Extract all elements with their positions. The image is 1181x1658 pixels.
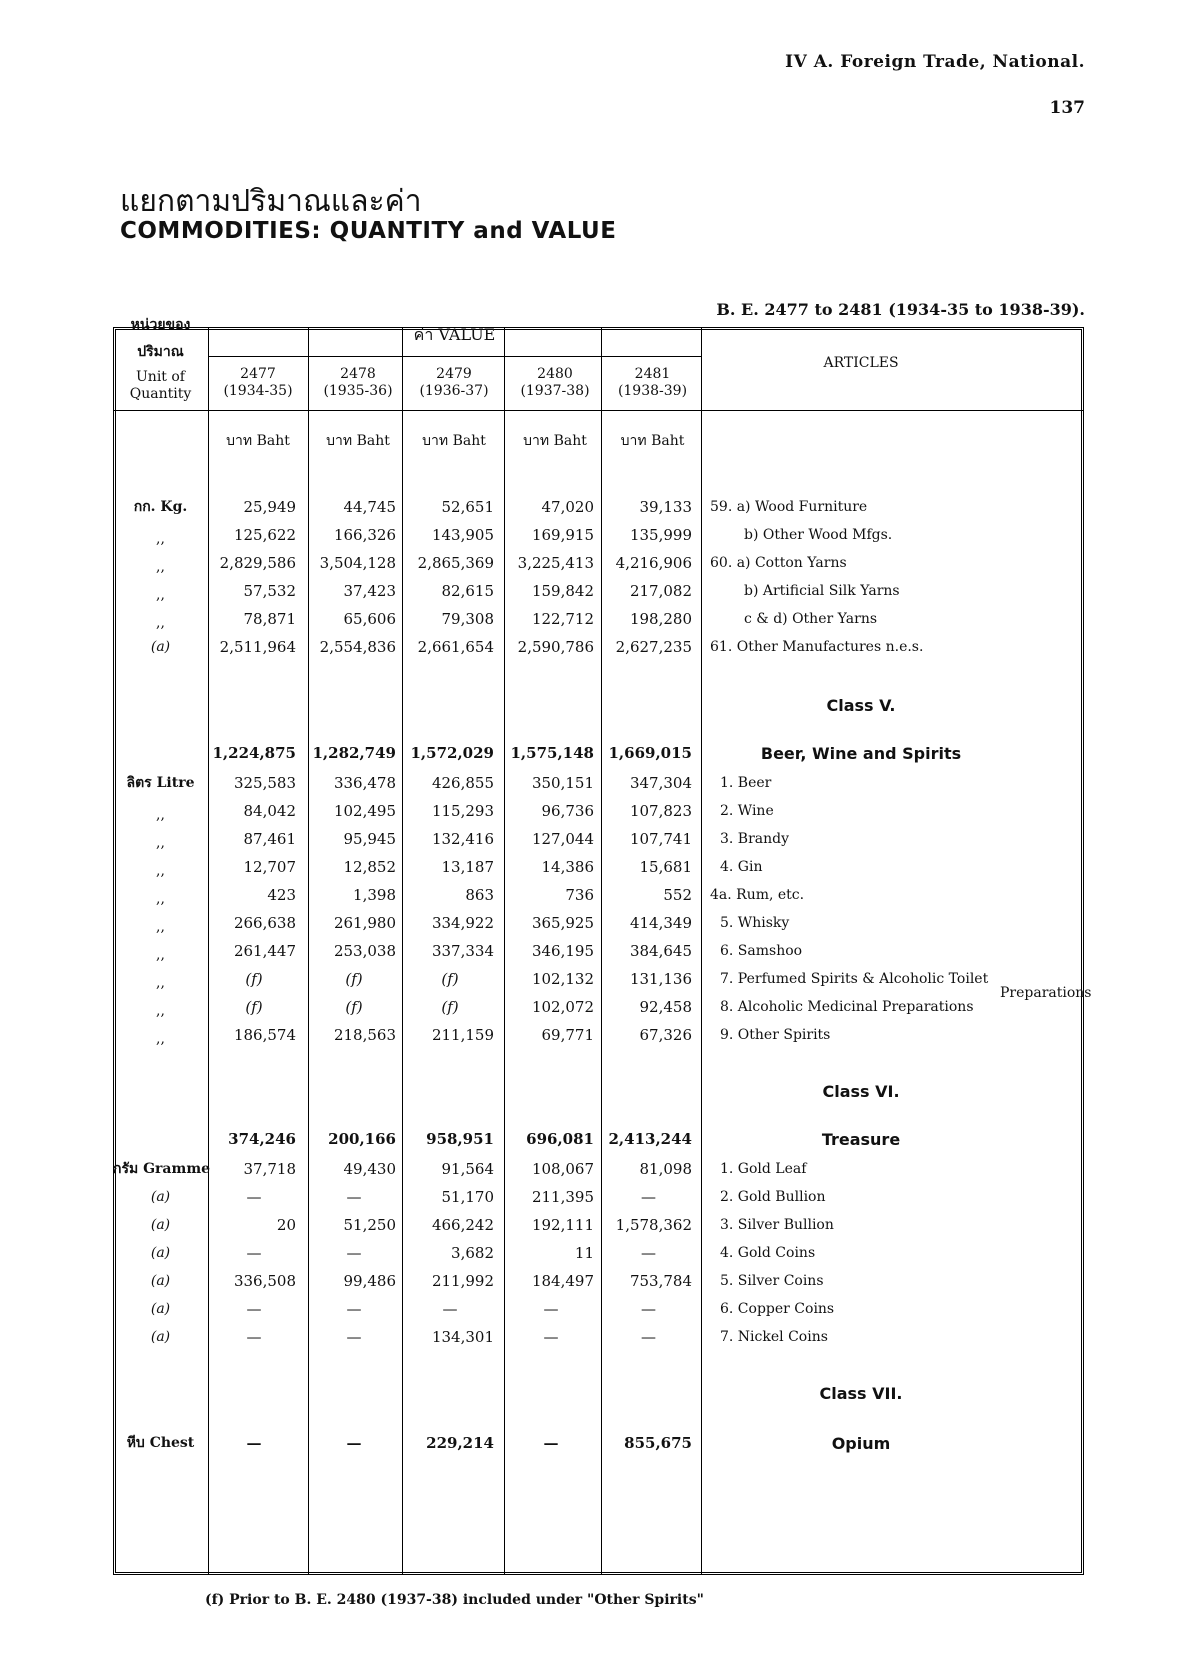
article-label: 1. Gold Leaf [720, 1161, 807, 1177]
total-cell: 1,572,029 [410, 744, 494, 762]
value-cell: 3,504,128 [319, 554, 396, 572]
value-cell: 51,170 [441, 1188, 494, 1206]
unit-cell: กรัม Gramme [113, 1161, 211, 1177]
value-cell: 198,280 [629, 610, 692, 628]
year-header: (1938-39) [617, 383, 688, 399]
article-label: 4. Gin [720, 859, 763, 875]
value-cell: 92,458 [639, 998, 692, 1016]
articles-header: ARTICLES [823, 355, 899, 371]
value-cell: 99,486 [343, 1272, 396, 1290]
value-cell: 2,554,836 [319, 638, 396, 656]
year-header: 2477 [240, 366, 276, 382]
value-cell: 67,326 [639, 1026, 692, 1044]
total-cell: 1,669,015 [608, 744, 692, 762]
value-cell: 325,583 [233, 774, 296, 792]
year-header: 2478 [340, 366, 376, 382]
unit-cell: ,, [156, 919, 165, 935]
value-cell: 95,945 [343, 830, 396, 848]
value-cell: 84,042 [243, 802, 296, 820]
value-cell: 1,578,362 [615, 1216, 692, 1234]
value-cell: 125,622 [233, 526, 296, 544]
unit-cell: ,, [156, 1031, 165, 1047]
page-title: COMMODITIES: QUANTITY and VALUE [120, 218, 617, 244]
unit-cell: ,, [156, 835, 165, 851]
article-label: 9. Other Spirits [720, 1027, 831, 1043]
value-cell: 39,133 [639, 498, 692, 516]
unit-cell: (a) [150, 1329, 171, 1345]
value-cell: (f) [441, 970, 459, 988]
total-cell: 855,675 [624, 1434, 692, 1452]
value-cell: 423 [267, 886, 296, 904]
article-label: c & d) Other Yarns [744, 611, 878, 627]
value-cell: 2,661,654 [417, 638, 494, 656]
value-cell: — [641, 1188, 656, 1206]
unit-cell: ,, [156, 1003, 165, 1019]
value-cell: 365,925 [531, 914, 594, 932]
article-label: 6. Samshoo [720, 943, 803, 959]
value-cell: — [246, 1328, 262, 1346]
value-cell: 78,871 [243, 610, 296, 628]
value-cell: 37,423 [343, 582, 396, 600]
group-heading: Treasure [821, 1130, 901, 1149]
thai-title: แยกตามปริมาณและค่า [120, 184, 422, 219]
value-cell: 3,225,413 [517, 554, 594, 572]
value-cell: — [442, 1300, 458, 1318]
total-cell: 229,214 [426, 1434, 494, 1452]
article-label: 4a. Rum, etc. [710, 887, 805, 903]
value-cell: 426,855 [431, 774, 494, 792]
value-cell: 127,044 [531, 830, 594, 848]
total-cell: 1,224,875 [212, 744, 296, 762]
value-cell: 211,992 [431, 1272, 494, 1290]
value-cell: 211,395 [531, 1188, 594, 1206]
value-cell: 253,038 [333, 942, 396, 960]
value-cell: 47,020 [541, 498, 594, 516]
total-cell: — [543, 1434, 559, 1452]
unit-cell: (a) [150, 1189, 171, 1205]
value-cell: 384,645 [629, 942, 692, 960]
article-label: b) Artificial Silk Yarns [744, 583, 900, 599]
value-cell: 107,741 [629, 830, 692, 848]
year-header: 2481 [634, 366, 671, 382]
unit-cell: ,, [156, 891, 165, 907]
value-cell: (f) [245, 998, 263, 1016]
value-cell: 96,736 [541, 802, 594, 820]
currency-label: บาท Baht [523, 433, 587, 449]
value-cell: 131,136 [629, 970, 692, 988]
value-cell: 69,771 [541, 1026, 594, 1044]
value-cell: 81,098 [639, 1160, 692, 1178]
value-cell: 11 [574, 1244, 594, 1262]
value-cell: 753,784 [629, 1272, 692, 1290]
value-cell: 20 [276, 1216, 296, 1234]
value-cell: 79,308 [441, 610, 494, 628]
class-heading: Class VII. [819, 1384, 903, 1403]
article-label: 4. Gold Coins [720, 1245, 816, 1261]
value-cell: (f) [345, 998, 363, 1016]
value-cell: 736 [565, 886, 594, 904]
unit-cell: (a) [150, 1217, 171, 1233]
value-cell: 2,590,786 [517, 638, 594, 656]
total-cell: 374,246 [228, 1130, 296, 1148]
value-cell: 51,250 [343, 1216, 396, 1234]
value-cell: — [346, 1328, 362, 1346]
section-heading: IV A. Foreign Trade, National. [785, 52, 1085, 72]
currency-label: บาท Baht [620, 433, 685, 449]
value-cell: 91,564 [441, 1160, 494, 1178]
value-cell: 87,461 [243, 830, 296, 848]
value-cell: 115,293 [431, 802, 494, 820]
value-cell: 336,478 [333, 774, 396, 792]
value-cell: 12,852 [343, 858, 396, 876]
year-header: (1936-37) [419, 383, 489, 399]
value-cell: 108,067 [531, 1160, 594, 1178]
class-heading: Class VI. [822, 1082, 900, 1101]
unit-cell: ,, [156, 615, 165, 631]
year-header: (1935-36) [323, 383, 393, 399]
value-cell: 337,334 [431, 942, 494, 960]
value-cell: 49,430 [343, 1160, 396, 1178]
value-cell: — [641, 1300, 656, 1318]
article-label: 7. Nickel Coins [720, 1329, 828, 1345]
value-cell: — [346, 1188, 362, 1206]
article-label: 1. Beer [720, 775, 772, 791]
value-cell: 65,606 [343, 610, 396, 628]
value-cell: 102,495 [333, 802, 396, 820]
value-cell: — [641, 1328, 656, 1346]
unit-cell: (a) [150, 1245, 171, 1261]
value-cell: 12,707 [243, 858, 296, 876]
value-cell: 261,447 [233, 942, 296, 960]
value-cell: 82,615 [441, 582, 494, 600]
value-cell: — [246, 1300, 262, 1318]
value-cell: 336,508 [233, 1272, 296, 1290]
unit-header: Unit of [136, 369, 185, 385]
value-cell: 211,159 [431, 1026, 494, 1044]
value-cell: 135,999 [629, 526, 692, 544]
article-label: 6. Copper Coins [720, 1301, 835, 1317]
unit-cell: ,, [156, 863, 165, 879]
unit-header: Quantity [129, 386, 192, 402]
value-cell: (f) [345, 970, 363, 988]
article-label: 5. Silver Coins [720, 1273, 824, 1289]
value-header: ค่า VALUE [413, 325, 496, 344]
value-cell: 37,718 [243, 1160, 296, 1178]
class-heading: Class V. [826, 696, 896, 715]
value-cell: 159,842 [531, 582, 594, 600]
unit-cell: ,, [156, 559, 165, 575]
currency-label: บาท Baht [226, 433, 290, 449]
value-cell: 2,511,964 [219, 638, 296, 656]
total-cell: 958,951 [426, 1130, 494, 1148]
value-cell: 414,349 [629, 914, 692, 932]
value-cell: 57,532 [243, 582, 296, 600]
value-cell: 134,301 [431, 1328, 494, 1346]
total-cell: 696,081 [526, 1130, 594, 1148]
year-header: (1934-35) [223, 383, 293, 399]
value-cell: 166,326 [333, 526, 396, 544]
group-heading: Opium [831, 1434, 891, 1453]
value-cell: 217,082 [629, 582, 692, 600]
period-label: B. E. 2477 to 2481 (1934-35 to 1938-39). [716, 300, 1085, 319]
total-cell: 200,166 [328, 1130, 396, 1148]
article-label: 60. a) Cotton Yarns [710, 555, 847, 571]
article-label: 3. Brandy [720, 831, 790, 847]
unit-cell: ,, [156, 975, 165, 991]
unit-cell: ,, [156, 531, 165, 547]
value-cell: 261,980 [333, 914, 396, 932]
total-cell: — [346, 1434, 362, 1452]
article-label: 61. Other Manufactures n.e.s. [710, 639, 924, 655]
unit-cell: กก. Kg. [133, 499, 188, 515]
value-cell: 107,823 [629, 802, 692, 820]
value-cell: 334,922 [431, 914, 494, 932]
value-cell: 122,712 [531, 610, 594, 628]
value-cell: 132,416 [431, 830, 494, 848]
value-cell: — [246, 1244, 262, 1262]
value-cell: 14,386 [541, 858, 594, 876]
article-label: 7. Perfumed Spirits & Alcoholic Toilet [720, 971, 989, 987]
article-label: Preparations [1000, 985, 1092, 1001]
value-cell: — [641, 1244, 656, 1262]
article-label: 8. Alcoholic Medicinal Preparations [720, 999, 974, 1015]
article-label: b) Other Wood Mfgs. [744, 527, 893, 543]
value-cell: 1,398 [353, 886, 396, 904]
year-header: 2479 [436, 366, 472, 382]
header-rule [113, 410, 1084, 411]
unit-header-thai: หน่วยของ [130, 317, 191, 333]
value-cell: 2,865,369 [417, 554, 494, 572]
page-number: 137 [1049, 98, 1085, 118]
currency-label: บาท Baht [422, 433, 486, 449]
value-cell: 218,563 [333, 1026, 396, 1044]
value-cell: 192,111 [531, 1216, 594, 1234]
group-heading: Beer, Wine and Spirits [760, 744, 962, 763]
unit-cell: ลิตร Litre [126, 775, 195, 791]
unit-cell: (a) [150, 1301, 171, 1317]
value-cell: 2,829,586 [219, 554, 296, 572]
unit-cell: ,, [156, 947, 165, 963]
value-cell: — [346, 1300, 362, 1318]
footnote: (f) Prior to B. E. 2480 (1937-38) included under "Other Spirits" [205, 1592, 704, 1608]
value-cell: 184,497 [531, 1272, 594, 1290]
value-cell: 266,638 [233, 914, 296, 932]
value-cell: 44,745 [343, 498, 396, 516]
value-cell: 143,905 [431, 526, 494, 544]
article-label: 59. a) Wood Furniture [710, 499, 868, 515]
value-cell: — [346, 1244, 362, 1262]
currency-label: บาท Baht [326, 433, 390, 449]
unit-cell: ,, [156, 807, 165, 823]
year-header: (1937-38) [520, 383, 590, 399]
unit-header-thai: ปริมาณ [137, 344, 184, 360]
total-cell: 2,413,244 [608, 1130, 692, 1148]
unit-cell: ,, [156, 587, 165, 603]
value-cell: 347,304 [629, 774, 692, 792]
value-cell: 2,627,235 [615, 638, 692, 656]
year-header: 2480 [537, 366, 573, 382]
value-cell: — [543, 1328, 559, 1346]
total-cell: 1,282,749 [312, 744, 396, 762]
article-label: 2. Wine [720, 803, 774, 819]
value-cell: 25,949 [243, 498, 296, 516]
value-header-rule [208, 356, 701, 357]
article-label: 3. Silver Bullion [720, 1217, 834, 1233]
value-cell: 102,072 [531, 998, 594, 1016]
value-cell: 350,151 [531, 774, 594, 792]
unit-cell: หีบ Chest [126, 1435, 195, 1451]
value-cell: 3,682 [451, 1244, 494, 1262]
unit-cell: (a) [150, 1273, 171, 1289]
value-cell: (f) [245, 970, 263, 988]
value-cell: (f) [441, 998, 459, 1016]
value-cell: 4,216,906 [615, 554, 692, 572]
value-cell: 13,187 [441, 858, 494, 876]
value-cell: — [543, 1300, 559, 1318]
article-label: 2. Gold Bullion [720, 1189, 826, 1205]
value-cell: 552 [663, 886, 692, 904]
value-cell: 102,132 [531, 970, 594, 988]
value-cell: 52,651 [441, 498, 494, 516]
value-cell: 186,574 [233, 1026, 296, 1044]
total-cell: — [246, 1434, 262, 1452]
value-cell: 169,915 [531, 526, 594, 544]
value-cell: 346,195 [531, 942, 594, 960]
value-cell: 466,242 [431, 1216, 494, 1234]
total-cell: 1,575,148 [510, 744, 594, 762]
unit-cell: (a) [150, 639, 171, 655]
value-cell: — [246, 1188, 262, 1206]
article-label: 5. Whisky [720, 915, 790, 931]
value-cell: 863 [465, 886, 494, 904]
value-cell: 15,681 [639, 858, 692, 876]
